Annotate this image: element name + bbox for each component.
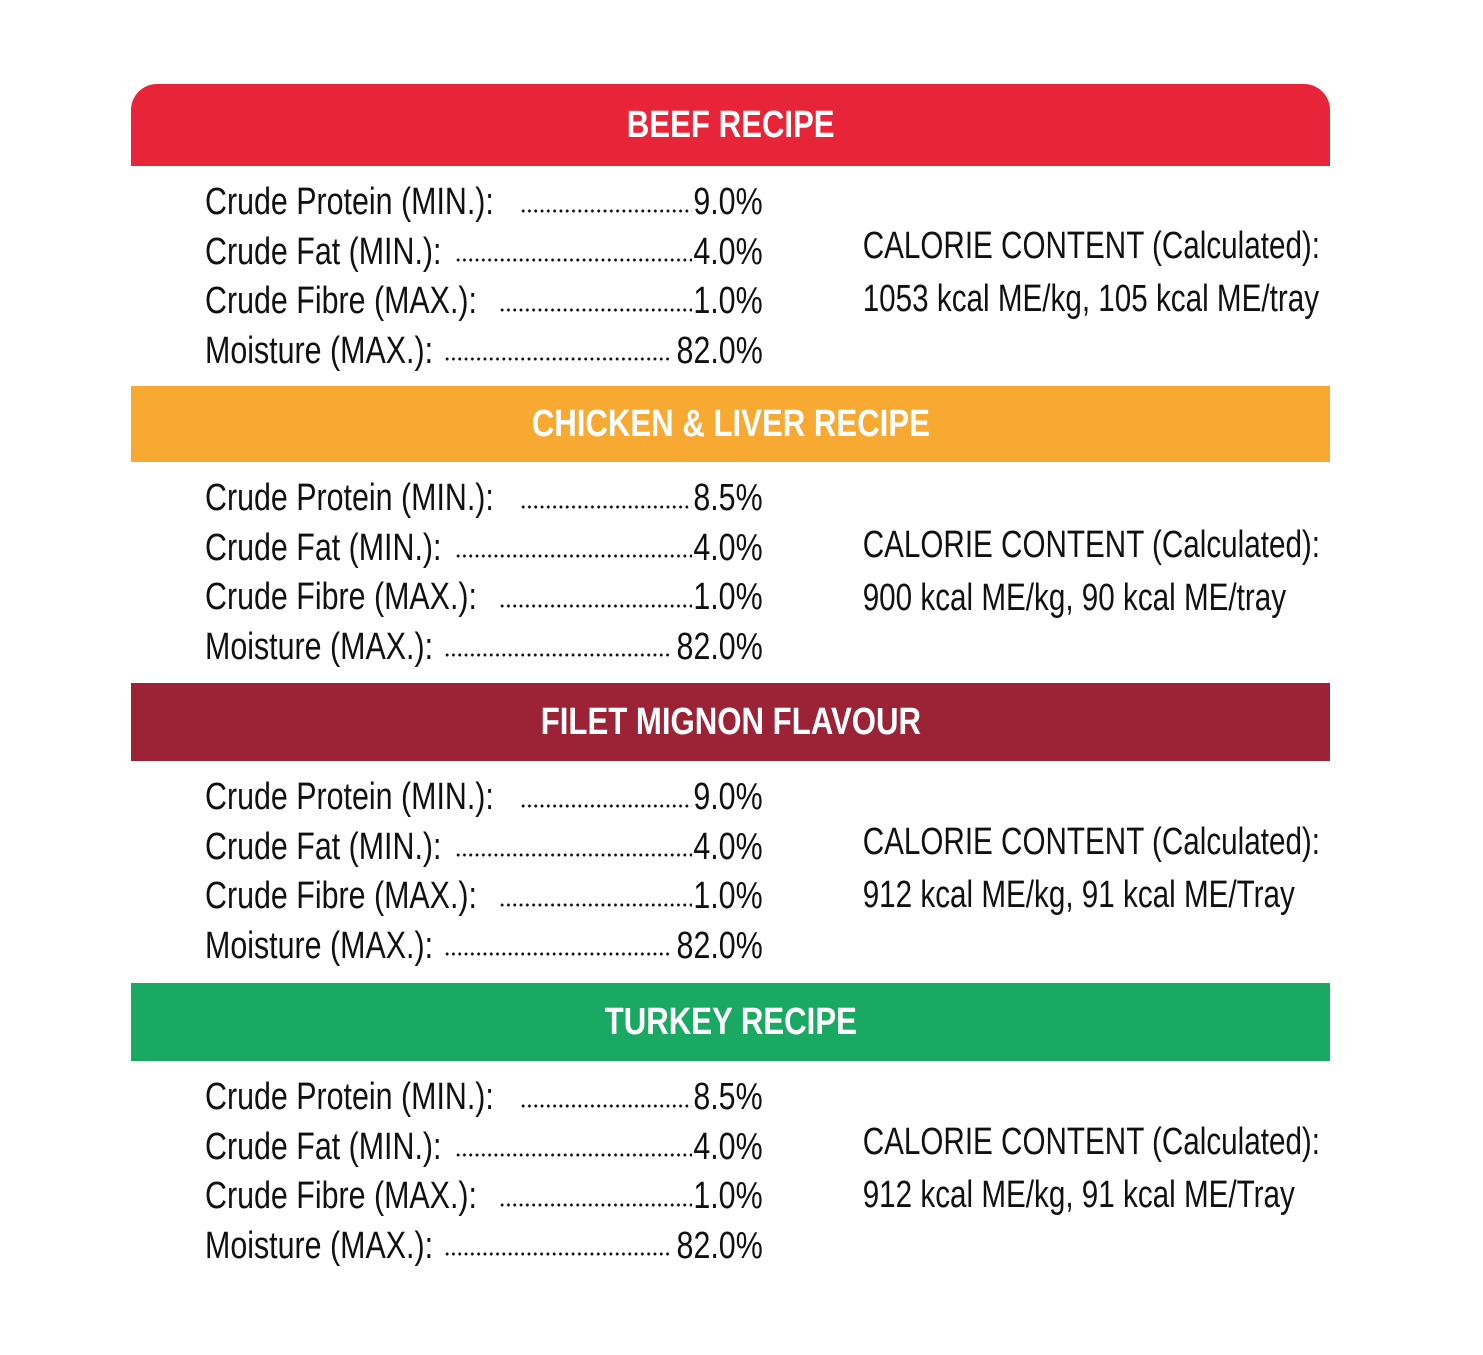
analysis-list [205, 474, 763, 672]
dot-leader [499, 601, 692, 611]
analysis-row-protein [205, 1073, 763, 1123]
analysis-row-fat [205, 823, 763, 873]
dot-leader [455, 255, 693, 265]
analysis-row-protein [205, 474, 763, 524]
analysis-value: 82.0% [676, 1224, 763, 1267]
analysis-list [205, 1073, 763, 1271]
section-body-turkey [131, 1061, 1330, 1284]
dot-leader [455, 1150, 693, 1160]
dot-leader [520, 206, 692, 216]
analysis-label: Crude Fat (MIN.): [205, 526, 442, 569]
dot-leader [499, 1200, 692, 1210]
analysis-label: Crude Fibre (MAX.): [205, 1175, 477, 1217]
analysis-label: Crude Fibre (MAX.): [205, 875, 477, 917]
analysis-row-fibre [205, 573, 763, 623]
calorie-heading: CALORIE CONTENT (Calculated): [862, 225, 1321, 267]
analysis-row-protein [205, 178, 763, 228]
calorie-heading: CALORIE CONTENT (Calculated): [862, 1121, 1321, 1163]
analysis-label: Crude Protein (MIN.): [205, 1076, 494, 1118]
analysis-row-moisture [205, 922, 763, 972]
section-header-turkey [131, 983, 1330, 1061]
analysis-label: Crude Fibre (MAX.): [205, 280, 477, 322]
dot-leader [520, 801, 692, 811]
analysis-value: 8.5% [693, 1076, 763, 1118]
calorie-heading: CALORIE CONTENT (Calculated): [862, 524, 1321, 566]
analysis-row-fat [205, 228, 763, 278]
section-body-beef [131, 166, 1330, 386]
dot-leader [444, 354, 671, 364]
analysis-row-moisture [205, 327, 763, 377]
analysis-list [205, 178, 763, 376]
analysis-value: 1.0% [693, 875, 763, 917]
section-body-chicken-liver [131, 462, 1330, 683]
analysis-value: 82.0% [676, 924, 763, 967]
analysis-value: 9.0% [693, 776, 763, 818]
analysis-label: Moisture (MAX.): [205, 625, 434, 668]
section-title: TURKEY RECIPE [604, 1000, 857, 1043]
analysis-label: Moisture (MAX.): [205, 329, 434, 372]
analysis-value: 4.0% [693, 526, 763, 569]
section-header-filet-mignon [131, 683, 1330, 761]
analysis-label: Moisture (MAX.): [205, 1224, 434, 1267]
calorie-value: 912 kcal ME/kg, 91 kcal ME/Tray [862, 1174, 1295, 1216]
analysis-label: Crude Fat (MIN.): [205, 1125, 442, 1168]
dot-leader [499, 305, 692, 315]
calorie-value: 912 kcal ME/kg, 91 kcal ME/Tray [862, 874, 1295, 916]
section-body-filet-mignon [131, 761, 1330, 983]
dot-leader [520, 502, 692, 512]
analysis-row-fibre [205, 1172, 763, 1222]
analysis-label: Crude Protein (MIN.): [205, 477, 494, 519]
section-title: BEEF RECIPE [626, 103, 835, 146]
calorie-value: 1053 kcal ME/kg, 105 kcal ME/tray [862, 278, 1320, 320]
analysis-label: Crude Protein (MIN.): [205, 181, 494, 223]
analysis-row-moisture [205, 623, 763, 673]
analysis-label: Crude Fibre (MAX.): [205, 576, 477, 618]
analysis-value: 82.0% [676, 329, 763, 372]
analysis-row-fibre [205, 277, 763, 327]
analysis-value: 1.0% [693, 280, 763, 322]
analysis-row-fibre [205, 872, 763, 922]
analysis-label: Crude Fat (MIN.): [205, 825, 442, 868]
section-title: FILET MIGNON FLAVOUR [540, 700, 921, 743]
dot-leader [444, 650, 671, 660]
section-header-beef [131, 84, 1330, 166]
nutrition-table [131, 84, 1330, 1284]
analysis-value: 82.0% [676, 625, 763, 668]
section-title: CHICKEN & LIVER RECIPE [531, 402, 930, 445]
analysis-value: 4.0% [693, 230, 763, 273]
analysis-label: Crude Protein (MIN.): [205, 776, 494, 818]
section-header-chicken-liver [131, 386, 1330, 462]
dot-leader [455, 551, 693, 561]
analysis-value: 9.0% [693, 181, 763, 223]
calorie-content [811, 519, 1321, 625]
analysis-row-fat [205, 1123, 763, 1173]
dot-leader [444, 1249, 671, 1259]
analysis-row-fat [205, 524, 763, 574]
calorie-heading: CALORIE CONTENT (Calculated): [862, 821, 1321, 863]
dot-leader [455, 850, 693, 860]
analysis-value: 4.0% [693, 825, 763, 868]
analysis-value: 1.0% [693, 1175, 763, 1217]
calorie-content [811, 816, 1321, 922]
analysis-value: 8.5% [693, 477, 763, 519]
dot-leader [444, 949, 671, 959]
analysis-value: 1.0% [693, 576, 763, 618]
analysis-list [205, 773, 763, 971]
analysis-label: Moisture (MAX.): [205, 924, 434, 967]
calorie-value: 900 kcal ME/kg, 90 kcal ME/tray [862, 577, 1287, 619]
dot-leader [520, 1101, 692, 1111]
calorie-content [811, 220, 1321, 326]
analysis-value: 4.0% [693, 1125, 763, 1168]
calorie-content [811, 1116, 1321, 1222]
dot-leader [499, 900, 692, 910]
analysis-row-moisture [205, 1222, 763, 1272]
analysis-row-protein [205, 773, 763, 823]
analysis-label: Crude Fat (MIN.): [205, 230, 442, 273]
